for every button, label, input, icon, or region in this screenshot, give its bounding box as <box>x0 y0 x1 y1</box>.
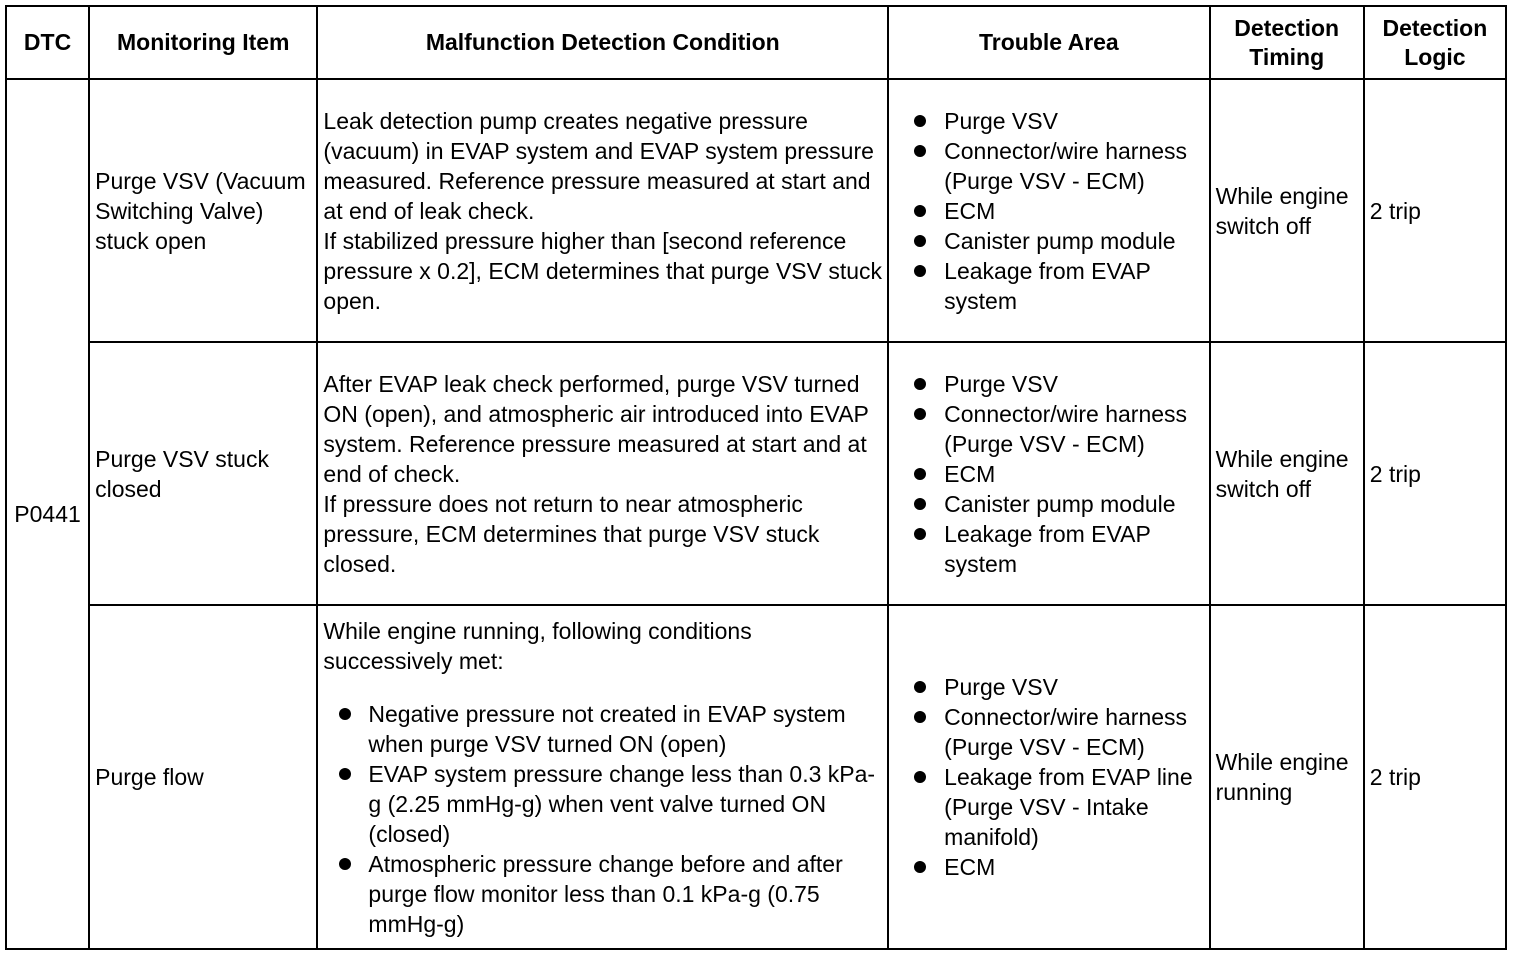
trouble-area <box>888 342 1209 605</box>
trouble-area <box>888 605 1209 949</box>
dtc-code: P0441 <box>6 79 89 949</box>
trouble-area-item: Purge VSV <box>894 369 1203 399</box>
condition-text: Leak detection pump creates negative pressure (vacuum) in EVAP system and EVAP system pressure measured. Reference pressure measured at start and at end of leak check. <box>323 107 874 224</box>
detection-logic: 2 trip <box>1364 342 1506 605</box>
monitoring-item: Purge VSV (Vacuum Switching Valve) stuck open <box>89 79 317 342</box>
header-row <box>6 6 1506 79</box>
table-row <box>6 79 1506 342</box>
trouble-area-item: Connector/wire harness (Purge VSV - ECM) <box>894 399 1203 459</box>
header-trouble-area: Trouble Area <box>888 6 1209 79</box>
trouble-area-item: Canister pump module <box>894 489 1203 519</box>
trouble-area-item: Leakage from EVAP line (Purge VSV - Intake manifold) <box>894 762 1203 852</box>
trouble-area-item: ECM <box>894 459 1203 489</box>
detection-logic: 2 trip <box>1364 605 1506 949</box>
monitoring-item: Purge flow <box>89 605 317 949</box>
trouble-area <box>888 79 1209 342</box>
detection-condition <box>317 342 888 605</box>
dtc-table <box>5 5 1507 950</box>
detection-condition <box>317 605 888 949</box>
condition-item: Negative pressure not created in EVAP system when purge VSV turned ON (open) <box>323 699 882 759</box>
detection-timing: While engine switch off <box>1210 79 1364 342</box>
header-monitoring-item: Monitoring Item <box>89 6 317 79</box>
trouble-area-item: Purge VSV <box>894 106 1203 136</box>
trouble-area-item: Connector/wire harness (Purge VSV - ECM) <box>894 136 1203 196</box>
condition-item: Atmospheric pressure change before and after purge flow monitor less than 0.1 kPa-g (0.75 mmHg-g) <box>323 849 882 939</box>
trouble-area-item: Canister pump module <box>894 226 1203 256</box>
condition-intro: While engine running, following conditions successively met: <box>323 617 752 674</box>
trouble-area-item: Purge VSV <box>894 672 1203 702</box>
condition-text: After EVAP leak check performed, purge VSV turned ON (open), and atmospheric air introduced into EVAP system. Reference pressure measured at start and at end of check. <box>323 370 869 487</box>
table-row <box>6 342 1506 605</box>
trouble-area-item: ECM <box>894 852 1203 882</box>
trouble-area-item: Connector/wire harness (Purge VSV - ECM) <box>894 702 1203 762</box>
condition-text: If pressure does not return to near atmospheric pressure, ECM determines that purge VSV stuck closed. <box>323 490 820 577</box>
header-dtc: DTC <box>6 6 89 79</box>
detection-condition <box>317 79 888 342</box>
detection-timing: While engine switch off <box>1210 342 1364 605</box>
detection-logic: 2 trip <box>1364 79 1506 342</box>
monitoring-item: Purge VSV stuck closed <box>89 342 317 605</box>
header-detection-logic: Detection Logic <box>1364 6 1506 79</box>
header-detection-timing: Detection Timing <box>1210 6 1364 79</box>
table-row <box>6 605 1506 949</box>
trouble-area-item: ECM <box>894 196 1203 226</box>
header-condition: Malfunction Detection Condition <box>317 6 888 79</box>
condition-text: If stabilized pressure higher than [second reference pressure x 0.2], ECM determines that purge VSV stuck open. <box>323 227 883 314</box>
trouble-area-item: Leakage from EVAP system <box>894 256 1203 316</box>
detection-timing: While engine running <box>1210 605 1364 949</box>
trouble-area-item: Leakage from EVAP system <box>894 519 1203 579</box>
condition-item: EVAP system pressure change less than 0.3 kPa-g (2.25 mmHg-g) when vent valve turned ON (closed) <box>323 759 882 849</box>
